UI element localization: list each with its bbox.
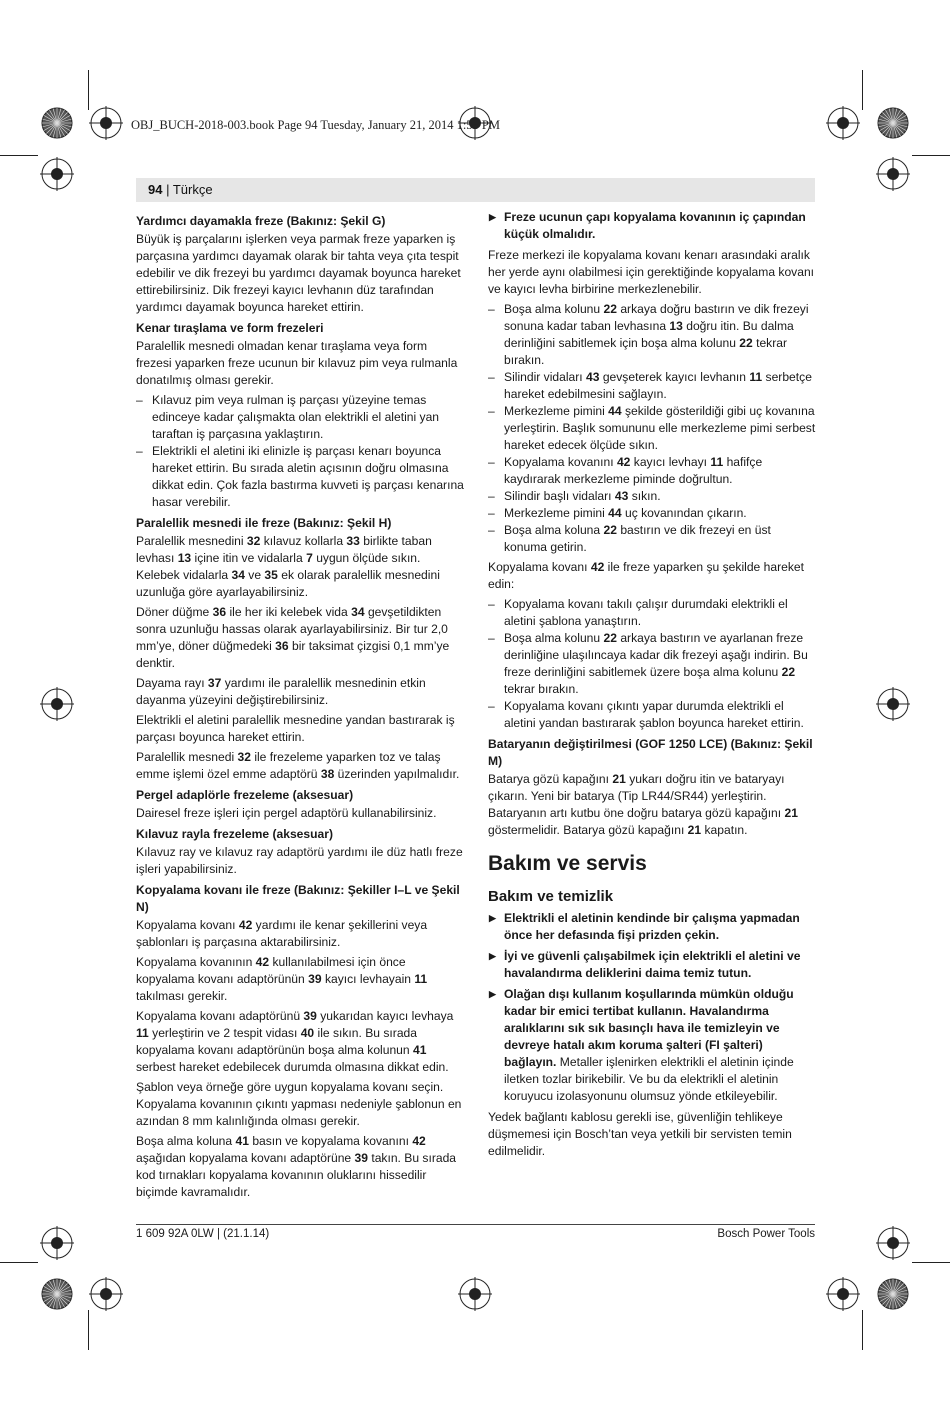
- paragraph: [136, 749, 464, 783]
- section-heading: Yardımcı dayamakla freze (Bakınız: Şekil G): [136, 214, 386, 228]
- safety-instruction: [488, 209, 816, 243]
- text-run: Batarya gözü kapağını: [488, 772, 613, 786]
- instruction-bold: İyi ve güvenli çalışabilmek için elektrikli el aletini ve havalandırma deliklerini daima temiz tutun.: [504, 949, 801, 980]
- reference-number: 44: [608, 506, 622, 520]
- dash-list: [488, 301, 816, 556]
- section-heading: Pergel adaplörle frezeleme (aksesuar): [136, 788, 354, 802]
- text-run: Kopyalama kovanı: [136, 918, 239, 932]
- text-run: Kopyalama kovanı takılı çalışır durumdaki elektrikli el aletini şablona yanaştırın.: [504, 597, 788, 628]
- crosshair-mark-icon: [89, 106, 123, 140]
- text-run: uygun ölçüde sıkın. Kelebek vidalarla: [136, 551, 421, 582]
- text-run: ve: [244, 568, 265, 582]
- reference-number: 39: [303, 1009, 317, 1023]
- list-item: – Elektrikli el aletini iki elinizle iş parçası kenarı boyunca hareket ettirin. Bu sırada aletin açısının doğru olmasına dikkat edin. Çok fazla bastırma kuvveti iş parçası kenarına hasar verebilir.: [136, 443, 464, 511]
- reference-number: 38: [320, 767, 335, 781]
- reference-number: 21: [687, 823, 702, 837]
- list-item: [488, 522, 816, 556]
- paragraph: Dairesel freze işleri için pergel adaptörü kullanabilirsiniz.: [136, 806, 437, 820]
- list-item: [488, 403, 816, 454]
- text-run: kapatın.: [701, 823, 748, 837]
- page-number: 94: [148, 182, 163, 197]
- paragraph: [136, 1008, 464, 1076]
- text-run: tekrar bırakın.: [504, 682, 579, 696]
- list-item: [488, 630, 816, 698]
- reference-number: 41: [413, 1043, 427, 1057]
- text-run: Kopyalama kovanının: [136, 955, 256, 969]
- paragraph: [136, 1133, 464, 1201]
- text-run: Kopyalama kovanı adaptörünü: [136, 1009, 304, 1023]
- paragraph: [136, 954, 464, 1005]
- subsection-heading: Bakım ve temizlik: [488, 888, 614, 905]
- paragraph: [136, 533, 464, 601]
- instruction-bold: Elektrikli el aletinin kendinde bir çalışma yapmadan önce her defasında fişi prizden çekin.: [504, 911, 800, 942]
- reference-number: 32: [237, 750, 251, 764]
- text-run: yardımı ile paralellik mesnedinin etkin dayanma yüzeyini değiştirebilirsiniz.: [136, 676, 426, 707]
- text-run: Kopyalama kovanı: [488, 560, 591, 574]
- text-run: ile her iki kelebek vida: [226, 605, 352, 619]
- text-run: yukarı doğru itin ve bataryayı çıkarın. Yeni bir batarya (Tip LR44/SR44) yerleştirin. Bataryanın artı kutbu öne doğru batarya gözü kapağını: [488, 772, 785, 820]
- text-run: Silindir vidaları: [504, 370, 586, 384]
- reference-number: 39: [308, 972, 322, 986]
- text-run: serbetçe hareket edebilmesini sağlayın.: [504, 370, 812, 401]
- text-run: kayıcı levhayain: [321, 972, 415, 986]
- text-run: yukarıdan kayıcı levhaya: [316, 1009, 454, 1023]
- text-run: şekilde gösterildiği gibi uç kovanına yerleştirin. Başlık somununu elle merkezleme pimi serbest hareket edecek ölçüde sıkın.: [504, 404, 816, 452]
- text-run: göstermelidir. Batarya gözü kapağını: [488, 823, 688, 837]
- list-item: – Kılavuz pim veya rulman iş parçası yüzeyine temas edinceye kadar çalışmakta olan elektrikli el aletini yan taraftan iş parçasına yaklaştırın.: [136, 392, 464, 443]
- reference-number: 41: [235, 1134, 249, 1148]
- crosshair-mark-icon: [40, 1226, 74, 1260]
- crosshair-mark-icon: [826, 1277, 860, 1311]
- footer-left: 1 609 92A 0LW | (21.1.14): [136, 1228, 270, 1240]
- registration-wheel-icon: [40, 1277, 74, 1311]
- paragraph: Freze merkezi ile kopyalama kovanı kenarı arasındaki aralık her yerde aynı olabilmesi için gerektiğinde kopyalama kovanı ve kayıcı levha birbirine merkezlenebilir.: [488, 248, 815, 296]
- instruction-normal: Metaller işlenirken elektrikli el aletinin içinde iletken tozlar birikebilir. Ve bu da elektrikli el aletinin koruyucu izolasyonunu olumsuz yönde etkileyebilir.: [504, 1055, 794, 1103]
- paragraph: Kılavuz ray ve kılavuz ray adaptörü yardımı ile düz hatlı freze işleri yapabilirsiniz.: [136, 845, 463, 876]
- reference-number: 40: [300, 1026, 315, 1040]
- crop-line: [912, 155, 950, 156]
- reference-number: 11: [414, 972, 428, 986]
- reference-number: 34: [351, 605, 365, 619]
- reference-number: 42: [616, 455, 631, 469]
- crop-line: [88, 70, 89, 110]
- text-run: hafifçe kaydırarak merkezleme piminde doğrultun.: [504, 455, 763, 486]
- text-run: birlikte taban levhası: [136, 534, 432, 565]
- reference-number: 22: [603, 631, 617, 645]
- list-item: [488, 454, 816, 488]
- text-run: kılavuz kollarla: [260, 534, 347, 548]
- crop-line: [912, 1262, 950, 1263]
- text-run: Kopyalama kovanı çıkıntı yapar durumda elektrikli el aletini yandan bastırarak şablon boyunca hareket ettirin.: [504, 699, 804, 730]
- safety-instruction: [488, 948, 816, 982]
- reference-number: 22: [739, 336, 753, 350]
- reference-number: 37: [207, 676, 222, 690]
- text-run: yerleştirin ve 2 tespit vidası: [148, 1026, 301, 1040]
- text-run: takılması gerekir.: [136, 989, 228, 1003]
- text-run: bastırın ve dik frezeyi en üst konuma getirin.: [504, 523, 771, 554]
- crop-line: [862, 70, 863, 110]
- dash-list: [136, 392, 464, 511]
- paragraph: [488, 559, 816, 593]
- text-run: Kopyalama kovanını: [504, 455, 617, 469]
- registration-wheel-icon: [876, 1277, 910, 1311]
- paragraph: Yedek bağlantı kablosu gerekli ise, güvenliğin tehlikeye düşmemesi için Bosch’tan veya yetkili bir servisten temin edilmelidir.: [488, 1110, 792, 1158]
- list-item: [488, 505, 816, 522]
- text-run: uç kovanından çıkarın.: [621, 506, 747, 520]
- safety-instruction: [488, 986, 816, 1105]
- text-run: Merkezleme pimini: [504, 404, 609, 418]
- reference-number: 22: [603, 302, 617, 316]
- page-header-bar: [136, 178, 815, 202]
- crosshair-mark-icon: [40, 157, 74, 191]
- text-run: ile freze yaparken şu şekilde hareket edin:: [488, 560, 804, 591]
- chapter-heading: Bakım ve servis: [488, 852, 647, 875]
- reference-number: 42: [255, 955, 270, 969]
- text-run: tekrar bırakın.: [504, 336, 788, 367]
- left-column: [136, 209, 464, 1204]
- text-run: gevşetildikten sonra uzunluğu hassas olarak ayarlayabilirsiniz. Bir tur 2,0 mm’ye, döner düğmedeki: [136, 605, 448, 653]
- crosshair-mark-icon: [40, 687, 74, 721]
- text-run: kayıcı levhayı: [630, 455, 711, 469]
- header-language: Türkçe: [172, 182, 213, 197]
- paragraph: [136, 675, 464, 709]
- instruction-bold: Olağan dışı kullanım koşullarında mümkün olduğu kadar bir emici tertibat kullanın. Havalandırma aralıklarını sık sık basınçlı hava ile temizleyin ve devreye hatalı akım koruma şalteri (FI şalteri) bağlayın.: [504, 987, 794, 1069]
- reference-number: 21: [612, 772, 626, 786]
- crop-line: [88, 1310, 89, 1350]
- text-run: arkaya doğru bastırın ve dik frezeyi sonuna kadar taban levhasına: [504, 302, 809, 333]
- crop-line: [0, 1262, 38, 1263]
- list-item: [488, 596, 816, 630]
- text-run: aşağıdan kopyalama kovanı adaptörüne: [136, 1151, 355, 1165]
- text-run: serbest hareket edebilecek durumda olmasına dikkat edin.: [136, 1060, 449, 1074]
- text-run: Boşa alma kolunu: [504, 631, 604, 645]
- reference-number: 13: [177, 551, 192, 565]
- section-heading: Bataryanın değiştirilmesi (GOF 1250 LCE) (Bakınız: Şekil M): [488, 737, 813, 768]
- text-run: Boşa alma kolunu: [504, 302, 604, 316]
- reference-number: 11: [749, 370, 763, 384]
- text-run: Silindir başlı vidaları: [504, 489, 615, 503]
- reference-number: 32: [246, 534, 261, 548]
- crosshair-mark-icon: [458, 1277, 492, 1311]
- text-run: ile frezeleme yaparken toz ve talaş emme işlemi özel emme adaptörü: [136, 750, 441, 781]
- paragraph: [136, 604, 464, 672]
- reference-number: 42: [238, 918, 253, 932]
- text-run: Boşa alma koluna: [504, 523, 604, 537]
- registration-wheel-icon: [876, 106, 910, 140]
- text-run: Boşa alma koluna: [136, 1134, 236, 1148]
- safety-instruction: [488, 910, 816, 944]
- paragraph: Paralellik mesnedi olmadan kenar tıraşlama veya form frezesi yaparken freze ucunun bir kılavuz pim veya rulmanla donatılmış olması gerekir.: [136, 339, 458, 387]
- reference-number: 22: [781, 665, 796, 679]
- reference-number: 35: [264, 568, 278, 582]
- text-run: ile sıkın. Bu sırada kopyalama kovanı adaptörünün boşa alma kolunun: [136, 1026, 418, 1057]
- footer-rule: [136, 1224, 815, 1225]
- registration-wheel-icon: [40, 106, 74, 140]
- reference-number: 21: [784, 806, 798, 820]
- text-run: Merkezleme pimini: [504, 506, 609, 520]
- text-run: yardımı ile kenar şekillerini veya şablonları iş parçasına aktarabilirsiniz.: [136, 918, 428, 949]
- text-run: Paralellik mesnedi: [136, 750, 238, 764]
- crosshair-mark-icon: [89, 1277, 123, 1311]
- section-heading: Paralellik mesnedi ile freze (Bakınız: Şekil H): [136, 516, 392, 530]
- reference-number: 39: [354, 1151, 368, 1165]
- section-heading: Kopyalama kovanı ile freze (Bakınız: Şekiller I–L ve Şekil N): [136, 883, 460, 914]
- reference-number: 36: [275, 639, 289, 653]
- reference-number: 11: [136, 1026, 149, 1040]
- paragraph: Şablon veya örneğe göre uygun kopyalama kovanı seçin. Kopyalama kovanının çıkıntı yapması nedeniyle şablonun en azından 8 mm kalınlığında olması gerekir.: [136, 1080, 462, 1128]
- text-run: üzerinden yapılmalıdır.: [334, 767, 460, 781]
- crop-line: [862, 1310, 863, 1350]
- text-run: basın ve kopyalama kovanını: [248, 1134, 413, 1148]
- text-run: Döner düğme: [136, 605, 213, 619]
- crosshair-mark-icon: [876, 687, 910, 721]
- reference-number: 11: [710, 455, 724, 469]
- text-run: gevşeterek kayıcı levhanın: [599, 370, 750, 384]
- reference-number: 43: [586, 370, 600, 384]
- header-separator: |: [162, 182, 173, 197]
- crosshair-mark-icon: [876, 1226, 910, 1260]
- text-run: içine itin ve vidalarla: [191, 551, 307, 565]
- footer-brand: Bosch Power Tools: [717, 1228, 815, 1240]
- reference-number: 7: [306, 551, 313, 565]
- crosshair-mark-icon: [826, 106, 860, 140]
- reference-number: 22: [603, 523, 617, 537]
- reference-number: 36: [212, 605, 227, 619]
- paragraph: Elektrikli el aletini paralellik mesnedine yandan bastırarak iş parçası boyunca hareket ettirin.: [136, 713, 455, 744]
- reference-number: 44: [608, 404, 622, 418]
- text-run: arkaya bastırın ve ayarlanan freze derinliğine ulaşılıncaya kadar dik frezeyi aşağı indirin. Bu freze derinliğini sabitlemek üzere boşa alma kolunu: [504, 631, 808, 679]
- reference-number: 34: [231, 568, 245, 582]
- list-item: [488, 488, 816, 505]
- reference-number: 42: [412, 1134, 426, 1148]
- text-run: takın. Bu sırada kod tırnakları kopyalama kovanının oluklarını hissedilir biçimde kavramalıdır.: [136, 1151, 457, 1199]
- page-header: [148, 182, 213, 197]
- dash-list: [488, 596, 816, 732]
- list-item: [488, 301, 816, 369]
- paragraph: Büyük iş parçalarını işlerken veya parmak freze yaparken iş parçasına yardımcı dayamak olarak bir tahta veya çıta tespit edebilir ve dik frezeyi bu yardımcı dayamak boyunca hareket ettirebilirsiniz. Dik frezeyi kayıcı levhanın düz tarafından yardımcı dayamak boyunca hareket ettirin.: [136, 232, 461, 314]
- text-run: bir taksimat çizgisi 0,1 mm’ye denktir.: [136, 639, 450, 670]
- list-item: [488, 698, 816, 732]
- instruction-bold: Freze ucunun çapı kopyalama kovanının iç çapından küçük olmalıdır.: [504, 210, 806, 241]
- reference-number: 43: [614, 489, 629, 503]
- text-run: Dayama rayı: [136, 676, 208, 690]
- paragraph: [136, 917, 464, 951]
- crop-line: [0, 155, 38, 156]
- text-run: Paralellik mesnedini: [136, 534, 247, 548]
- print-slug: OBJ_BUCH-2018-003.book Page 94 Tuesday, January 21, 2014 1:55 PM: [131, 118, 500, 132]
- list-item: [488, 369, 816, 403]
- section-heading: Kenar tıraşlama ve form frezeleri: [136, 321, 324, 335]
- paragraph: [488, 771, 816, 839]
- reference-number: 33: [346, 534, 360, 548]
- text-run: kullanılabilmesi için önce kopyalama kovanı adaptörünün: [136, 955, 406, 986]
- reference-number: 42: [590, 560, 605, 574]
- text-run: sıkın.: [628, 489, 661, 503]
- crosshair-mark-icon: [876, 157, 910, 191]
- reference-number: 13: [669, 319, 683, 333]
- text-run: ek olarak paralellik mesnedini uzunluğa göre ayarlayabilirsiniz.: [136, 568, 440, 599]
- text-run: doğru itin. Bu dalma derinliğini sabitlemek için boşa alma kolunu: [504, 319, 794, 350]
- right-column: [488, 209, 816, 1163]
- section-heading: Kılavuz rayla frezeleme (aksesuar): [136, 827, 333, 841]
